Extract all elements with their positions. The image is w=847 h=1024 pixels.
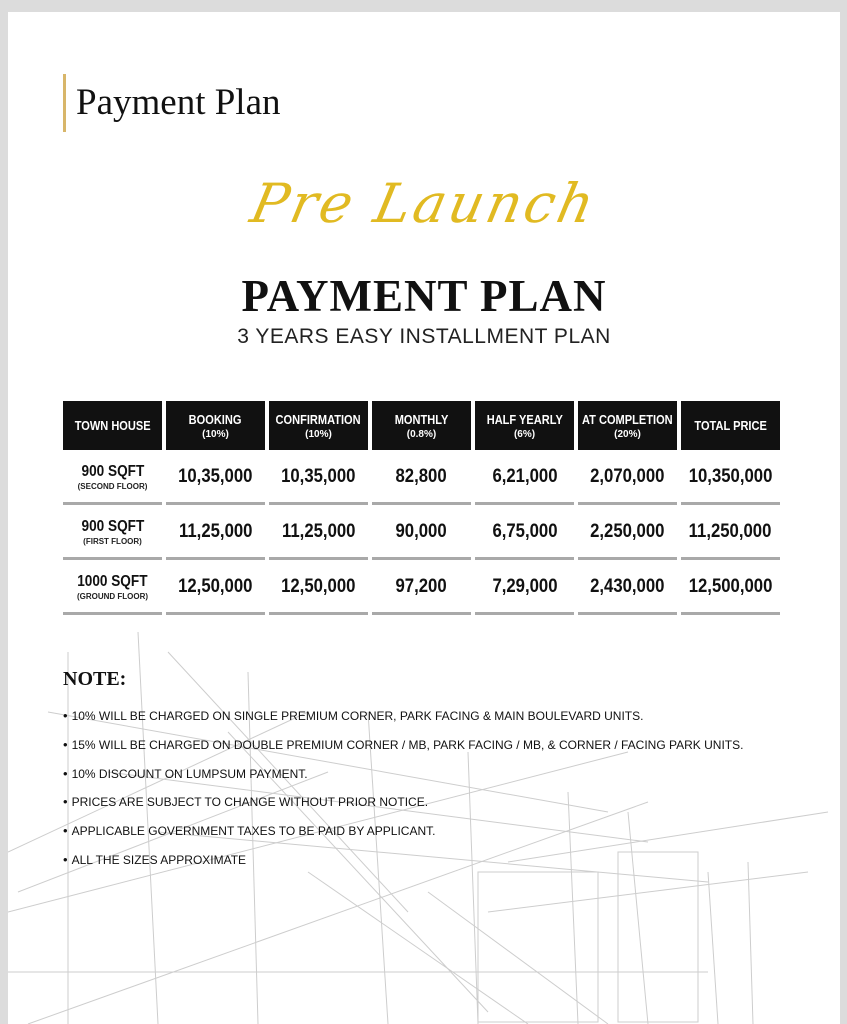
booking-value: 11,25,000	[178, 520, 253, 542]
completion-value: 2,430,000	[590, 575, 665, 597]
column-header-label: HALF YEARLY	[486, 411, 563, 427]
note-text: PRICES ARE SUBJECT TO CHANGE WITHOUT PRIOR NOTICE.	[71, 795, 429, 810]
column-header-label: CONFIRMATION	[275, 411, 362, 427]
booking-value: 12,50,000	[178, 575, 253, 597]
column-header-percent: (10%)	[305, 428, 332, 440]
column-header-label: AT COMPLETION	[582, 411, 673, 427]
unit-floor: (GROUND FLOOR)	[76, 591, 149, 601]
total-price-cell	[681, 561, 780, 615]
pre-launch-script-title: Pre Launch	[245, 172, 603, 235]
column-header-percent: (0.8%)	[406, 428, 437, 440]
column-header-percent: (6%)	[513, 428, 536, 440]
half-yearly-value: 6,21,000	[491, 465, 558, 487]
completion-cell	[578, 561, 677, 615]
unit-size: 1000 SQFT	[77, 572, 148, 590]
list-item	[63, 850, 743, 879]
booking-cell	[166, 561, 265, 615]
column-header-label: TOTAL PRICE	[694, 418, 767, 433]
note-heading: NOTE:	[63, 668, 127, 690]
total-price-value: 10,350,000	[688, 465, 773, 487]
list-item	[63, 706, 743, 735]
column-header-confirmation	[269, 401, 368, 450]
bullet-icon: •	[63, 765, 68, 781]
payment-plan-table	[63, 401, 780, 615]
table-header-row	[63, 401, 780, 450]
bullet-icon: •	[63, 708, 68, 723]
monthly-cell	[372, 506, 471, 560]
confirmation-cell	[269, 451, 368, 505]
column-header-label: TOWN HOUSE	[74, 418, 151, 433]
total-price-value: 12,500,000	[688, 575, 773, 597]
column-header-percent: (20%)	[614, 428, 641, 440]
half-yearly-cell	[475, 506, 574, 560]
confirmation-value: 10,35,000	[281, 465, 356, 487]
column-header-total-price	[681, 401, 780, 450]
monthly-value: 97,200	[395, 575, 448, 597]
booking-cell	[166, 506, 265, 560]
list-item	[63, 764, 743, 793]
table-row	[63, 450, 780, 505]
unit-cell	[63, 451, 162, 505]
installment-subtitle: 3 YEARS EASY INSTALLMENT PLAN	[237, 325, 611, 348]
column-header-monthly	[372, 401, 471, 450]
column-header-label: BOOKING	[189, 411, 242, 427]
bullet-icon: •	[63, 823, 68, 839]
monthly-value: 90,000	[395, 520, 448, 542]
column-header-half-yearly	[475, 401, 574, 450]
brochure-page	[8, 12, 840, 1024]
monthly-value: 82,800	[395, 465, 448, 487]
unit-cell	[63, 506, 162, 560]
booking-value: 10,35,000	[178, 465, 253, 487]
completion-cell	[578, 451, 677, 505]
notes-list	[63, 706, 743, 879]
total-price-cell	[681, 451, 780, 505]
note-text: ALL THE SIZES APPROXIMATE	[71, 852, 247, 867]
note-text: 15% WILL BE CHARGED ON DOUBLE PREMIUM CORNER / MB, PARK FACING / MB, & CORNER / FACING PARK UNITS.	[71, 737, 744, 752]
list-item	[63, 735, 743, 764]
unit-floor: (FIRST FLOOR)	[83, 536, 142, 546]
total-price-value: 11,250,000	[689, 520, 772, 542]
table-row	[63, 505, 780, 560]
unit-size: 900 SQFT	[81, 462, 144, 480]
confirmation-value: 12,50,000	[281, 575, 356, 597]
booking-cell	[166, 451, 265, 505]
column-header-town-house	[63, 401, 162, 450]
unit-size: 900 SQFT	[81, 517, 144, 535]
completion-value: 2,250,000	[590, 520, 665, 542]
half-yearly-cell	[475, 561, 574, 615]
table-row	[63, 560, 780, 615]
monthly-cell	[372, 561, 471, 615]
column-header-percent: (10%)	[202, 428, 229, 440]
half-yearly-value: 6,75,000	[491, 520, 558, 542]
bullet-icon: •	[63, 851, 68, 867]
note-text: 10% WILL BE CHARGED ON SINGLE PREMIUM CORNER, PARK FACING & MAIN BOULEVARD UNITS.	[71, 709, 644, 723]
column-header-at-completion	[578, 401, 677, 450]
column-header-booking	[166, 401, 265, 450]
note-text: APPLICABLE GOVERNMENT TAXES TO BE PAID BY APPLICANT.	[71, 824, 436, 839]
half-yearly-value: 7,29,000	[491, 575, 558, 597]
bullet-icon: •	[63, 736, 68, 752]
half-yearly-cell	[475, 451, 574, 505]
total-price-cell	[681, 506, 780, 560]
confirmation-cell	[269, 561, 368, 615]
completion-cell	[578, 506, 677, 560]
unit-floor: (SECOND FLOOR)	[77, 481, 148, 491]
note-text: 10% DISCOUNT ON LUMPSUM PAYMENT.	[71, 766, 308, 781]
confirmation-value: 11,25,000	[281, 520, 356, 542]
bullet-icon: •	[63, 794, 68, 810]
completion-value: 2,070,000	[590, 465, 665, 487]
unit-cell	[63, 561, 162, 615]
list-item	[63, 792, 743, 821]
monthly-cell	[372, 451, 471, 505]
section-title: Payment Plan	[63, 74, 281, 132]
payment-plan-heading: PAYMENT PLAN	[241, 271, 607, 321]
confirmation-cell	[269, 506, 368, 560]
column-header-label: MONTHLY	[394, 411, 449, 427]
list-item	[63, 821, 743, 850]
